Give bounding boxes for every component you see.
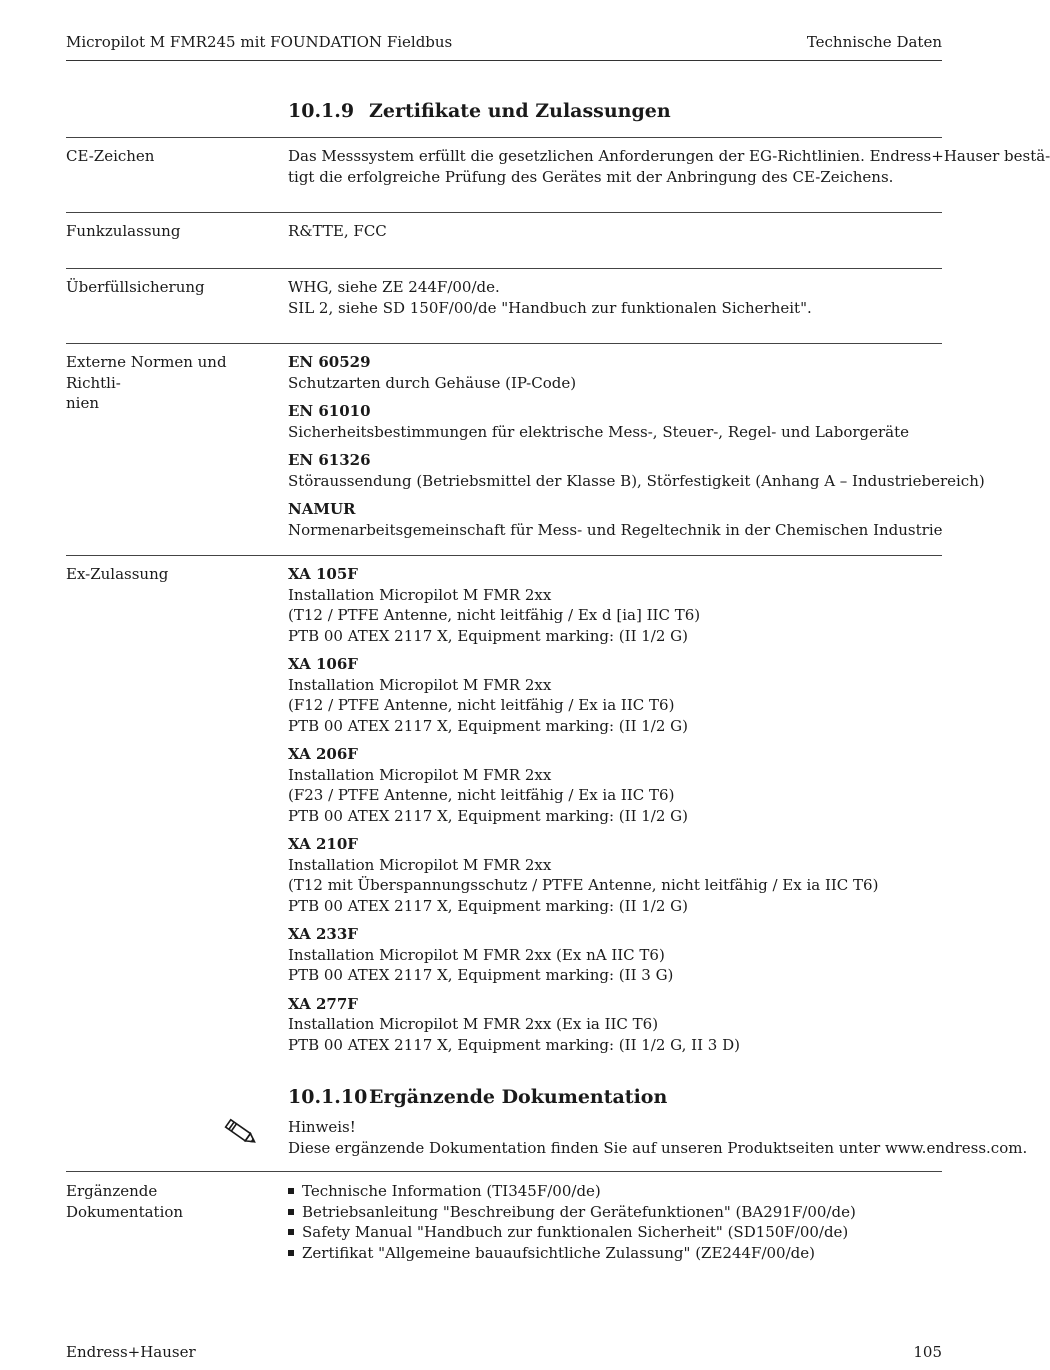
- section-number: 10.1.10: [288, 1086, 368, 1108]
- text-line: Normenarbeitsgemeinschaft für Mess- und Regeltechnik in der Chemischen Industrie: [288, 520, 943, 539]
- ex-entry: [288, 924, 942, 986]
- bullet-icon: [288, 1229, 294, 1235]
- text-line: PTB 00 ATEX 2117 X, Equipment marking: (II 1/2 G): [288, 626, 689, 645]
- row-content-ce: [288, 146, 1050, 187]
- row-content-overfill: [288, 277, 942, 318]
- running-header-section: Technische Daten: [806, 33, 942, 51]
- row-content-documentation: [288, 1181, 942, 1263]
- list-item: [288, 1222, 942, 1243]
- text-line: Installation Micropilot M FMR 2xx: [288, 585, 552, 604]
- text-line: PTB 00 ATEX 2117 X, Equipment marking: (II 3 G): [288, 966, 674, 984]
- text-line: R&TTE, FCC: [288, 222, 387, 240]
- list-item-text: Technische Information (TI345F/00/de): [302, 1182, 601, 1200]
- text-line: Installation Micropilot M FMR 2xx (Ex ia IIC T6): [288, 1015, 659, 1033]
- text-line: tigt die erfolgreiche Prüfung des Gerätes mit der Anbringung des CE-Zeichens.: [288, 167, 894, 186]
- row-divider: [66, 1171, 942, 1172]
- row-divider: [66, 137, 942, 138]
- row-label-funk: Funkzulassung: [66, 222, 181, 240]
- ex-entry: [288, 834, 942, 916]
- row-label-standards: [66, 352, 266, 414]
- list-item-text: Betriebsanleitung "Beschreibung der Gerätefunktionen" (BA291F/00/de): [302, 1202, 856, 1221]
- ex-entry: [288, 994, 942, 1056]
- page-number: 105: [913, 1343, 942, 1361]
- text-line: Installation Micropilot M FMR 2xx: [288, 855, 552, 874]
- text-line: Installation Micropilot M FMR 2xx (Ex nA IIC T6): [288, 945, 665, 964]
- ex-entry-title: XA 106F: [288, 655, 358, 673]
- text-line: Schutzarten durch Gehäuse (IP-Code): [288, 373, 577, 392]
- bullet-icon: [288, 1250, 294, 1256]
- standard-title: NAMUR: [288, 500, 356, 518]
- row-label-documentation: Ergänzende Dokumentation: [66, 1182, 184, 1221]
- section-title: Zertifikate und Zulassungen: [369, 100, 671, 122]
- text-line: (F12 / PTFE Antenne, nicht leitfähig / Ex ia IIC T6): [288, 696, 675, 714]
- running-header-title: Micropilot M FMR245 mit FOUNDATION Fieldbus: [66, 33, 453, 51]
- list-item: [288, 1202, 942, 1223]
- section-number: 10.1.9: [288, 100, 355, 122]
- text-line: SIL 2, siehe SD 150F/00/de "Handbuch zur funktionalen Sicherheit".: [288, 298, 812, 317]
- ex-entry-title: XA 233F: [288, 925, 358, 943]
- text-line: (F23 / PTFE Antenne, nicht leitfähig / Ex ia IIC T6): [288, 786, 675, 804]
- list-item: [288, 1181, 942, 1202]
- standard-entry: [288, 352, 942, 393]
- bullet-icon: [288, 1209, 294, 1215]
- text-line: PTB 00 ATEX 2117 X, Equipment marking: (II 1/2 G): [288, 896, 689, 915]
- note-title: Hinweis!: [288, 1118, 356, 1136]
- row-divider: [66, 555, 942, 556]
- header-rule: [66, 60, 942, 61]
- bullet-icon: [288, 1188, 294, 1194]
- label-line: nien: [66, 394, 99, 412]
- note-box: [288, 1117, 1028, 1158]
- text-line: Das Messsystem erfüllt die gesetzlichen Anforderungen der EG-Richtlinien. Endress+Hauser bestä-: [288, 147, 1050, 165]
- list-item: [288, 1243, 942, 1264]
- note-text: Diese ergänzende Dokumentation finden Sie auf unseren Produktseiten unter www.endress.com.: [288, 1138, 1028, 1157]
- list-item-text: Zertifikat "Allgemeine bauaufsichtliche Zulassung" (ZE244F/00/de): [302, 1243, 815, 1262]
- ex-entry-title: XA 210F: [288, 835, 358, 853]
- section-heading-documentation: [288, 1085, 667, 1109]
- row-divider: [66, 343, 942, 344]
- standard-title: EN 61010: [288, 402, 371, 420]
- text-line: PTB 00 ATEX 2117 X, Equipment marking: (II 1/2 G, II 3 D): [288, 1035, 740, 1054]
- standard-entry: [288, 450, 985, 491]
- ex-entry-title: XA 206F: [288, 745, 358, 763]
- row-label-ce: CE-Zeichen: [66, 147, 155, 165]
- ex-entry-title: XA 105F: [288, 565, 358, 583]
- ex-entry: [288, 744, 942, 826]
- text-line: Störaussendung (Betriebsmittel der Klasse B), Störfestigkeit (Anhang A – Industriebereich): [288, 471, 985, 490]
- text-line: (T12 / PTFE Antenne, nicht leitfähig / Ex d [ia] IIC T6): [288, 606, 701, 624]
- text-line: PTB 00 ATEX 2117 X, Equipment marking: (II 1/2 G): [288, 716, 689, 735]
- section-title: Ergänzende Dokumentation: [369, 1086, 668, 1108]
- documentation-list: [288, 1181, 942, 1263]
- row-divider: [66, 212, 942, 213]
- standard-entry: [288, 401, 942, 442]
- ex-entry: [288, 654, 942, 736]
- text-line: Sicherheitsbestimmungen für elektrische Mess-, Steuer-, Regel- und Laborgeräte: [288, 422, 910, 441]
- row-content-ex: [288, 564, 942, 1063]
- row-divider: [66, 268, 942, 269]
- standard-title: EN 60529: [288, 353, 371, 371]
- text-line: PTB 00 ATEX 2117 X, Equipment marking: (II 1/2 G): [288, 806, 689, 825]
- row-content-standards: [288, 352, 985, 548]
- section-heading-certificates: [288, 99, 671, 123]
- text-line: (T12 mit Überspannungsschutz / PTFE Antenne, nicht leitfähig / Ex ia IIC T6): [288, 876, 879, 894]
- standard-title: EN 61326: [288, 451, 371, 469]
- row-label-overfill: Überfüllsicherung: [66, 278, 205, 296]
- ex-entry-title: XA 277F: [288, 994, 358, 1013]
- text-line: Installation Micropilot M FMR 2xx: [288, 765, 552, 784]
- row-label-ex: Ex-Zulassung: [66, 565, 169, 583]
- pencil-icon: [222, 1116, 260, 1150]
- footer-brand: Endress+Hauser: [66, 1343, 196, 1361]
- ex-entry: [288, 564, 942, 646]
- standard-entry: [288, 499, 942, 540]
- row-content-funk: [288, 221, 942, 242]
- list-item-text: Safety Manual "Handbuch zur funktionalen Sicherheit" (SD150F/00/de): [302, 1223, 849, 1241]
- label-line: Externe Normen und Richtli-: [66, 353, 227, 392]
- text-line: Installation Micropilot M FMR 2xx: [288, 675, 552, 694]
- text-line: WHG, siehe ZE 244F/00/de.: [288, 278, 500, 296]
